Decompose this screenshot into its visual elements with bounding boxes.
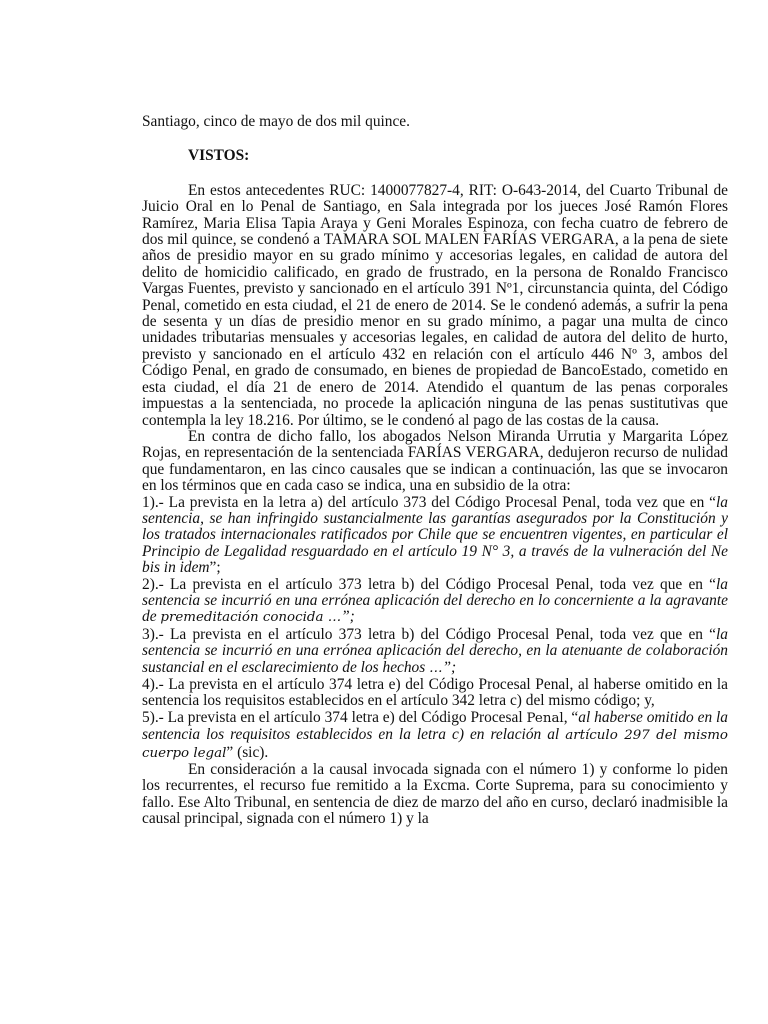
causal-5-small: Penal xyxy=(526,710,564,726)
section-heading: VISTOS: xyxy=(188,147,250,165)
causal-3-quote: la sentencia se incurrió en una errónea aplicación del derecho, en la atenuante de colaboración sustancial en el esclarecimiento de los hechos xyxy=(142,625,728,676)
causal-3-quote-small: … xyxy=(429,660,443,676)
list-item-causal-2 xyxy=(142,577,728,627)
paragraph-consideracion: En consideración a la causal invocada signada con el número 1) y conforme lo piden los recurrentes, el recurso fue remitido a la Excma. Corte Suprema, para su conocimiento y fallo. Ese Alto Tribunal, en sentencia de diez de marzo del año en curso, declaró inadmisible la causal principal, signada con el número 1) y la xyxy=(142,761,728,828)
causal-5-lead: 5).- La prevista en el artículo 374 letra e) del Código Procesal xyxy=(142,708,523,726)
list-item-causal-1 xyxy=(142,495,728,577)
list-item-causal-3 xyxy=(142,627,728,677)
causal-5-quote: al haberse omitido en la sentencia los requisitos establecidos en la letra c) en relación al xyxy=(142,708,728,744)
causal-5-quote-small: artículo 297 del mismo cuerpo legal xyxy=(142,728,728,761)
causal-1-tail: ”; xyxy=(209,559,221,577)
causal-2-quote: la sentencia se incurrió en una errónea aplicación del derecho en lo concerniente a la agravante de xyxy=(142,575,728,626)
causal-1-quote: la sentencia, se han infringido sustancialmente las garantías asegurados por la Constitución y los tratados internacionales ratificados por Chile que se encuentren vigentes, en particular el Principio de Legalidad resguardado en el artículo 19 N° 3, a través de la vulneración del Ne bis in idem xyxy=(142,493,728,577)
list-item-causal-5 xyxy=(142,710,728,762)
causal-2-tail: ”; xyxy=(341,608,355,626)
paragraph-antecedentes: En estos antecedentes RUC: 1400077827-4, RIT: O-643-2014, del Cuarto Tribunal de Juicio Oral en lo Penal de Santiago, en Sala integrada por los jueces José Ramón Flores Ramírez, Maria Elisa Tapia Araya y Geni Morales Espinoza, con fecha cuatro de febrero de dos mil quince, se condenó a TAMARA SOL MALEN FARÍAS VERGARA, a la pena de siete años de presidio mayor en su grado mínimo y accesorias legales, en calidad de autora del delito de homicidio calificado, en grado de frustrado, en la persona de Ronaldo Francisco Vargas Fuentes, previsto y sancionado en el artículo 391 Nº1, circunstancia quinta, del Código Penal, cometido en esta ciudad, el 21 de enero de 2014. Se le condenó además, a sufrir la pena de sesenta y un días de presidio menor en su grado mínimo, a pagar una multa de cinco unidades tributarias mensuales y accesorias legales, en calidad de autora del delito de hurto, previsto y sancionado en el artículo 432 en relación con el artículo 446 Nº 3, ambos del Código Penal, en grado de consumado, en bienes de propiedad de BancoEstado, cometido en esta ciudad, el día 21 de enero de 2014. Atendido el quantum de las penas corporales impuestas a la sentenciada, no procede la aplicación ninguna de las penas sustitutivas que contempla la ley 18.216. Por último, se le condenó al pago de las costas de la causa. xyxy=(142,181,728,429)
dateline: Santiago, cinco de mayo de dos mil quince. xyxy=(142,113,410,130)
paragraph-recurso: En contra de dicho fallo, los abogados Nelson Miranda Urrutia y Margarita López Rojas, en representación de la sentenciada FARÍAS VERGARA, dedujeron recurso de nulidad que fundamentaron, en las cinco causales que se indican a continuación, las que se invocaron en los términos que en cada caso se indica, una en subsidio de la otra: xyxy=(142,427,728,495)
causal-5-tail: ” (sic). xyxy=(226,743,269,761)
causal-2-lead: 2).- La prevista en el artículo 373 letra b) del Código Procesal Penal, toda vez que en “ xyxy=(142,575,717,593)
causal-3-tail: ”; xyxy=(442,658,457,676)
causal-2-quote-small: premeditación conocida … xyxy=(160,610,342,626)
list-item-causal-4: 4).- La prevista en el artículo 374 letra e) del Código Procesal Penal, al haberse omitido en la sentencia los requisitos establecidos en el artículo 342 letra c) del mismo código; y, xyxy=(142,676,728,710)
document-page xyxy=(142,114,728,828)
causal-3-lead: 3).- La prevista en el artículo 373 letra b) del Código Procesal Penal, toda vez que en “ xyxy=(142,625,717,643)
causal-5-mid: , “ xyxy=(563,708,579,726)
causal-1-lead: 1).- La prevista en la letra a) del artículo 373 del Código Procesal Penal, toda vez que en “ xyxy=(142,493,717,511)
